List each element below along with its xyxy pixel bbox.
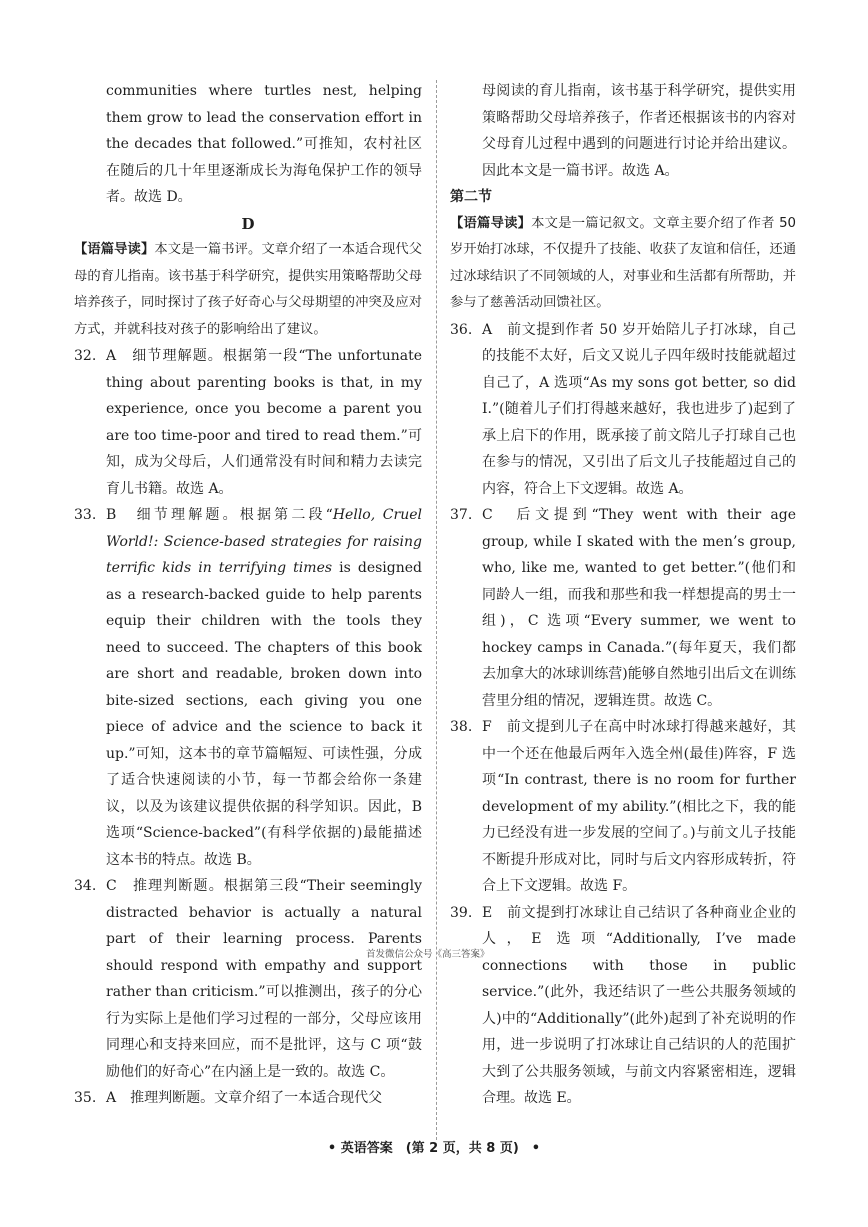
question-number: 35. (74, 1090, 97, 1106)
question-number: 36. (450, 321, 473, 338)
guide-label: 【语篇导读】 (450, 215, 532, 231)
answer-text: A 推理判断题。文章介绍了一本适合现代父 (106, 1090, 383, 1106)
answer-38 (450, 714, 796, 900)
answer-text: E 前文提到打冰球让自己结识了各种商业企业的人，E 选项“Additionally, I’ve made connections with those in public service.”(此外，我还结识了一些公共服务领域的人)中的“Additionally”(此外)起到了补充说明的作用，进一步说明了打冰球让自己结识的人的范围扩大到了公共服务领域，与前文内容紧密相连，逻辑合理。故选 E。 (482, 904, 796, 1106)
question-number: 32. (74, 348, 97, 364)
continued-answer-paragraph: communities where turtles nest, helping them grow to lead the conservation effort in the decades that followed.”可推知，农村社区在随后的几十年里逐渐成长为海龟保护工作的领导者。故选 D。 (106, 83, 422, 205)
question-number: 39. (450, 904, 473, 921)
guide-label: 【语篇导读】 (74, 242, 155, 257)
answer-32 (74, 343, 422, 502)
answer-39 (450, 900, 796, 1112)
section-heading-d: D (241, 214, 255, 233)
answer-text: F 前文提到儿子在高中时冰球打得越来越好，其中一个还在他最后两年入选全州(最佳)阵容，F 选项“In contrast, there is no room for further development of my ability.”(相比之下，我的能力已经没有进一步发展的空间了。)与前文儿子技能不断提升形成对比，同时与后文内容形成转折，符合上下文逻辑。故选 F。 (482, 719, 796, 894)
answer-35 (74, 1085, 422, 1112)
answer-text: C 推理判断题。根据第三段“Their seemingly distracted behavior is actually a natural part of their learning process. Parents should respond with empathy and support rather than criticism.”可以推测出，孩子的分心行为实际上是他们学习过程的一部分，父母应该用同理心和支持来回应，而不是批评，这与 C 项“鼓励他们的好奇心”在内涵上是一致的。故选 C。 (106, 878, 422, 1080)
question-number: 33. (74, 507, 97, 523)
answer-33 (74, 502, 422, 873)
guide-text: 本文是一篇记叙文。文章主要介绍了作者 50 岁开始打冰球，不仅提升了技能、收获了友谊和信任，还通过冰球结识了不同领域的人，对事业和生活都有所帮助，并参与了慈善活动回馈社区。 (450, 215, 796, 310)
answer-37 (450, 502, 796, 714)
reading-guide-d (74, 237, 422, 343)
question-number: 34. (74, 878, 97, 894)
answer-text: B 细节理解题。根据第二段“ (106, 507, 333, 523)
book-title: Hello, Cruel World!: Science-based strategies for raising terrific kids in terrifying times (106, 507, 422, 576)
question-number: 37. (450, 507, 473, 523)
answer-text: A 前文提到作者 50 岁开始陪儿子打冰球，自己的技能不太好，后文又说儿子四年级时技能就超过自己了，A 选项“As my sons got better, so did I.”(随着儿子们打得越来越好，我也进步了)起到了承上启下的作用，既承接了前文陪儿子打球自己也在参与的情况，又引出了后文儿子技能超过自己的内容，符合上下文逻辑。故选 A。 (482, 321, 796, 497)
answer-text: A 细节理解题。根据第一段“The unfortunate thing about parenting books is that, in my experience, once you become a parent you are too time-poor and tired to read them.”可知，成为父母后，人们通常没有时间和精力去读完育儿书籍。故选 A。 (106, 348, 422, 497)
watermark-text: 首发微信公众号《高三答案》 (366, 949, 490, 960)
continued-answer-paragraph: 母阅读的育儿指南，该书基于科学研究，提供实用策略帮助父母培养孩子，作者还根据该书的内容对父母育儿过程中遇到的问题进行讨论并给出建议。因此本文是一篇书评。故选 A。 (482, 83, 796, 179)
answer-36 (450, 317, 796, 503)
page-footer: • 英语答案 (第 2 页，共 8 页) • (327, 1141, 541, 1156)
section-heading-part2: 第二节 (450, 189, 492, 205)
column-divider (436, 80, 437, 1140)
reading-guide-part2 (450, 211, 796, 317)
guide-text: 本文是一篇书评。文章介绍了一本适合现代父母的育儿指南。该书基于科学研究，提供实用策略帮助父母培养孩子，同时探讨了孩子好奇心与父母期望的冲突及应对方式，并就科技对孩子的影响给出了建议。 (74, 242, 423, 337)
right-column (450, 78, 796, 1112)
answer-34 (74, 873, 422, 1085)
answer-text: is designed as a research-backed guide to help parents equip their children with the tools they need to succeed. The chapters of this book are short and readable, broken down into bite-sized sections, each giving you one piece of advice and the science to back it up.”可知，这本书的章节篇幅短、可读性强，分成了适合快速阅读的小节，每一节都会给你一条建议，以及为该建议提供依据的科学知识。因此，B 选项“Science-backed”(有科学依据的)最能描述这本书的特点。故选 B。 (106, 560, 422, 868)
answer-text: C 后文提到“They went with their age group, while I skated with the men’s group, who, like me, wanted to get better.”(他们和同龄人一组，而我和那些和我一样想提高的男士一组)，C 选项“Every summer, we went to hockey camps in Canada.”(每年夏天，我们都去加拿大的冰球训练营)能够自然地引出后文在训练营里分组的情况，逻辑连贯。故选 C。 (482, 507, 796, 709)
question-number: 38. (450, 719, 473, 735)
